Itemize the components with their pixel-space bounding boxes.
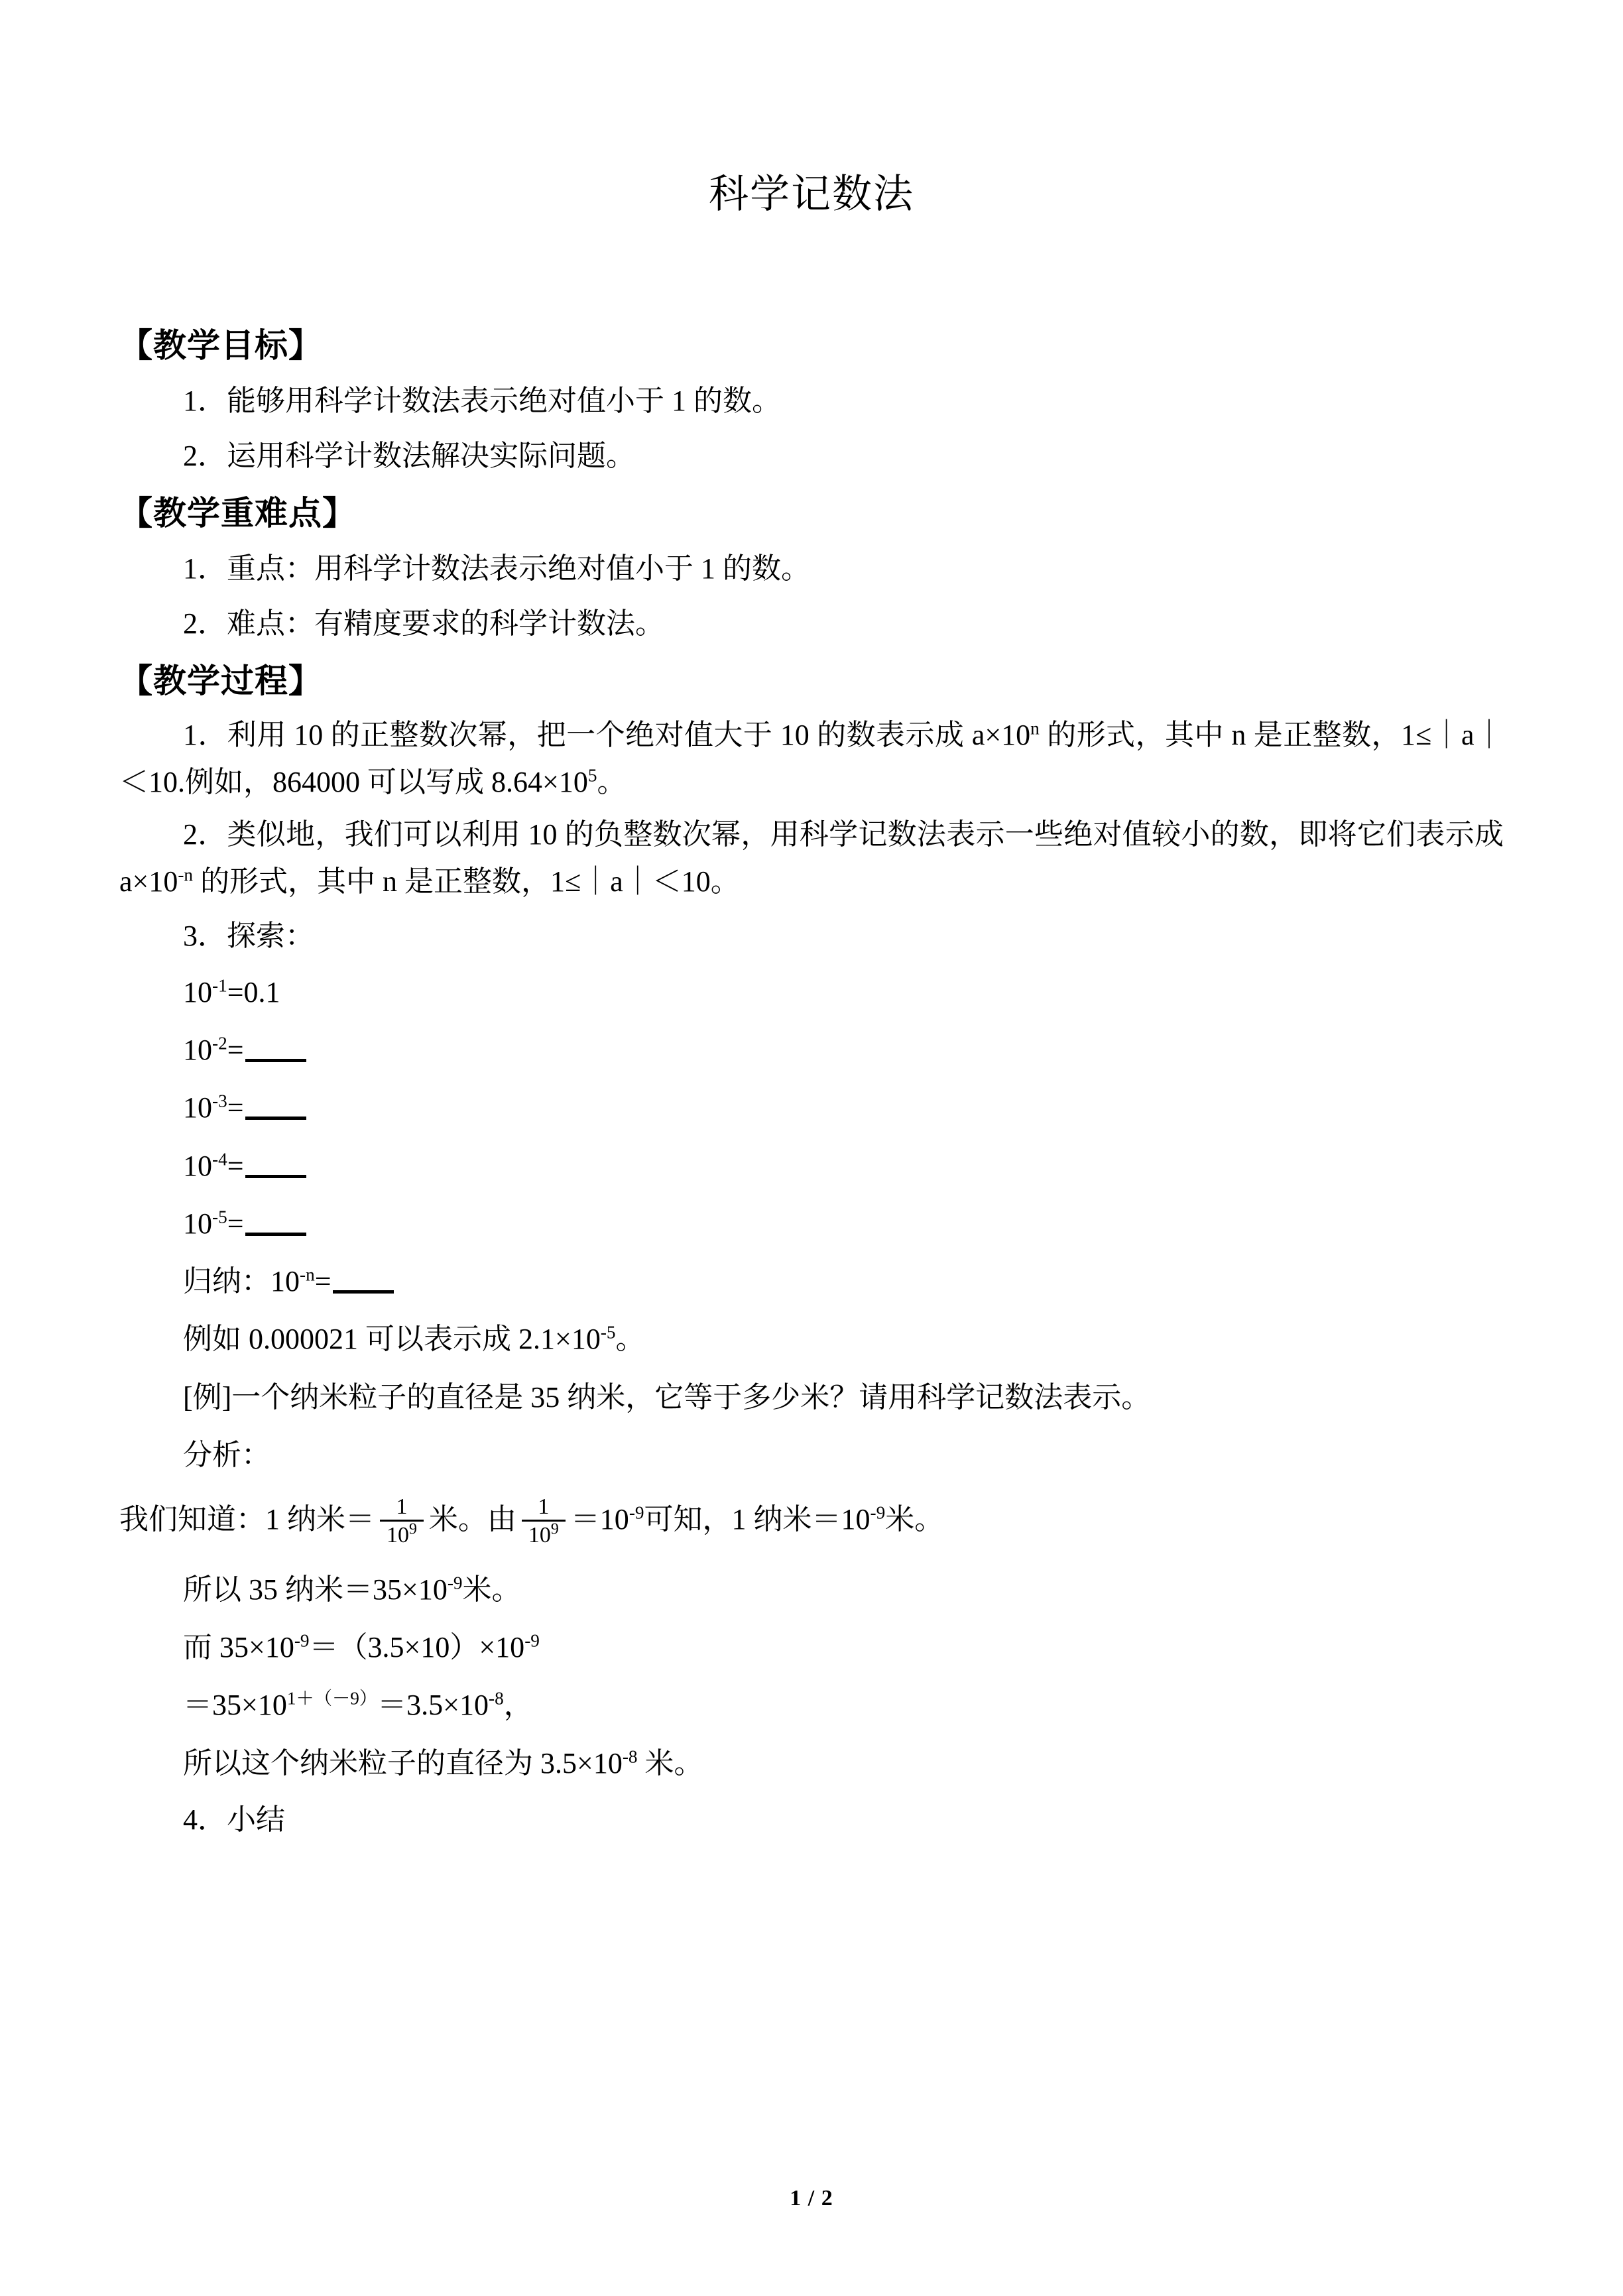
conclusion-exponent: -8	[622, 1746, 638, 1767]
power-exponent-5: -5	[212, 1207, 227, 1227]
known-exponent-d: -9	[870, 1502, 886, 1523]
analysis-label: 分析：	[183, 1439, 270, 1472]
fraction-denominator-exponent-2: 9	[550, 1520, 559, 1538]
power-exponent-4: -4	[212, 1149, 227, 1170]
objective-item-2: 2．运用科学计数法解决实际问题。	[183, 439, 635, 472]
solution-step-1	[119, 1561, 1504, 1618]
key-point-item-1: 1．重点：用科学计数法表示绝对值小于 1 的数。	[183, 552, 810, 585]
process-item-2	[119, 808, 1504, 908]
power-line-2	[119, 1021, 1504, 1079]
step-2-exponent-b: -9	[524, 1630, 540, 1651]
process-item-4-label: 4．小结	[183, 1803, 285, 1836]
fraction-denominator-exponent-1: 9	[409, 1520, 417, 1538]
fraction-numerator-1: 1	[396, 1494, 408, 1519]
process-item-2-text-a: 2．类似地，我们可以利用 10 的负整数次幂，用科学记数法表示一些绝对值较小的数，即将它们表示成 a×10	[119, 818, 1504, 898]
summary-exponent: -n	[300, 1264, 315, 1285]
solution-step-2	[119, 1618, 1504, 1676]
conclusion-text-a: 所以这个纳米粒子的直径为 3.5×10	[183, 1746, 623, 1780]
known-exponent-c: -9	[629, 1502, 644, 1523]
title-spacer	[119, 216, 1504, 316]
key-point-item-2: 2．难点：有精度要求的科学计数法。	[183, 607, 664, 640]
power-value-3: =	[227, 1091, 244, 1124]
analysis-known-line	[119, 1484, 1504, 1561]
known-text-b: 米。由	[428, 1503, 516, 1536]
section-heading-key-points: 【教学重难点】	[119, 495, 356, 532]
power-line-3	[119, 1079, 1504, 1136]
step-1-text-b: 米。	[462, 1573, 521, 1606]
power-line-5	[119, 1195, 1504, 1252]
power-value-4: =	[227, 1149, 244, 1182]
process-item-2-text-b: 的形式，其中 n 是正整数，1≤｜a｜＜10。	[193, 865, 740, 898]
process-item-1	[119, 709, 1504, 809]
solution-conclusion	[119, 1734, 1504, 1792]
section-heading-objectives: 【教学目标】	[119, 327, 322, 364]
fraction-denominator-base-1: 10	[387, 1523, 409, 1548]
fraction-one-over-ten-to-nine-second	[522, 1495, 566, 1547]
page-footer: 1 / 2	[790, 2186, 833, 2210]
process-item-1-text-a: 1．利用 10 的正整数次幂，把一个绝对值大于 10 的数表示成 a×10	[183, 718, 1031, 751]
example-note-text-b: 。	[615, 1323, 645, 1356]
solution-step-3	[119, 1676, 1504, 1734]
power-exponent-2: -2	[212, 1033, 227, 1054]
power-line-1	[119, 963, 1504, 1021]
step-1-exponent: -9	[447, 1573, 463, 1593]
power-value-1: =0.1	[227, 975, 280, 1008]
summary-label: 归纳：10	[183, 1265, 300, 1298]
power-value-5: =	[227, 1207, 244, 1240]
step-2-text-a: 而 35×10	[183, 1631, 294, 1664]
fraction-one-over-ten-to-nine-first	[380, 1495, 424, 1547]
step-3-exponent-a: 1＋（－9）	[286, 1688, 378, 1709]
page-title: 科学记数法	[709, 172, 914, 216]
known-text-a: 我们知道：1 纳米＝	[119, 1503, 375, 1536]
step-3-text-a: ＝35×10	[183, 1689, 287, 1722]
fraction-denominator-1	[380, 1522, 424, 1547]
fraction-denominator-2	[522, 1522, 566, 1547]
answer-blank-3[interactable]	[245, 1117, 306, 1120]
answer-blank-2[interactable]	[245, 1059, 306, 1062]
objective-item-1: 1．能够用科学计数法表示绝对值小于 1 的数。	[183, 384, 781, 417]
process-item-1-text-b: 的形式，其中 n 是正整数，1≤｜a｜＜10.例如，864000 可以写成 8.64×10	[119, 718, 1504, 798]
power-line-4	[119, 1137, 1504, 1195]
power-base-3: 10	[183, 1091, 212, 1124]
power-base-5: 10	[183, 1207, 212, 1240]
fraction-denominator-base-2: 10	[528, 1523, 551, 1548]
step-2-exponent-a: -9	[294, 1630, 310, 1651]
summary-line	[119, 1252, 1504, 1310]
example-note-line	[119, 1310, 1504, 1368]
example-note-exponent: -5	[600, 1322, 616, 1343]
example-problem-statement: [例]一个纳米粒子的直径是 35 纳米，它等于多少米？请用科学记数法表示。	[183, 1380, 1151, 1414]
example-note-text-a: 例如 0.000021 可以表示成 2.1×10	[183, 1323, 601, 1356]
known-text-d: 可知，1 纳米＝10	[644, 1503, 871, 1536]
power-base-1: 10	[183, 975, 212, 1008]
power-exponent-3: -3	[212, 1091, 227, 1111]
known-text-e: 米。	[885, 1503, 944, 1536]
summary-equals: =	[314, 1265, 331, 1298]
step-3-text-c: ，	[503, 1689, 533, 1722]
answer-blank-5[interactable]	[245, 1233, 306, 1236]
step-2-text-b: ＝（3.5×10）×10	[309, 1631, 525, 1664]
step-3-exponent-b: -8	[488, 1688, 504, 1709]
power-base-4: 10	[183, 1149, 212, 1182]
power-base-2: 10	[183, 1034, 212, 1067]
process-item-1-text-c: 。	[597, 765, 627, 798]
answer-blank-4[interactable]	[245, 1175, 306, 1178]
process-item-2-exponent-neg-n: -n	[178, 865, 194, 885]
power-value-2: =	[227, 1034, 244, 1067]
process-item-1-exponent-5: 5	[587, 765, 597, 786]
step-3-text-b: ＝3.5×10	[377, 1689, 489, 1722]
conclusion-text-b: 米。	[637, 1746, 703, 1780]
fraction-numerator-2: 1	[538, 1494, 550, 1519]
section-heading-process: 【教学过程】	[119, 662, 322, 700]
step-1-text-a: 所以 35 纳米＝35×10	[183, 1573, 448, 1606]
process-item-1-exponent-n: n	[1030, 717, 1040, 738]
power-exponent-1: -1	[212, 975, 227, 996]
known-text-c: ＝10	[570, 1503, 629, 1536]
process-item-3-label: 3．探索：	[183, 919, 314, 952]
answer-blank-summary[interactable]	[333, 1290, 394, 1294]
